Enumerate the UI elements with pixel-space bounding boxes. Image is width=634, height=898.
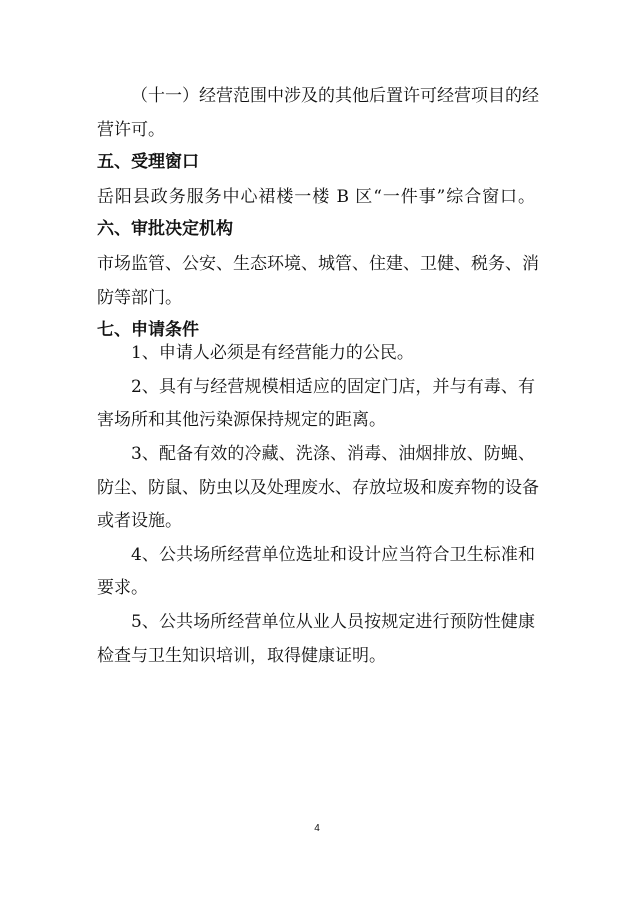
item11-line1: （十一）经营范围中涉及的其他后置许可经营项目的经	[131, 86, 539, 106]
condition-1: 1、申请人必须是有经营能力的公民。	[131, 343, 414, 363]
item11-line2: 营许可。	[97, 120, 165, 140]
condition-3-line1: 3、配备有效的冷藏、洗涤、消毒、油烟排放、防蝇、	[131, 444, 535, 464]
section5-text: 岳阳县政务服务中心裙楼一楼 B 区“一件事”综合窗口。	[97, 187, 535, 207]
condition-2-line1: 2、具有与经营规模相适应的固定门店，并与有毒、有	[131, 377, 535, 397]
condition-4-line2: 要求。	[97, 578, 148, 598]
section6-line2: 防等部门。	[97, 288, 182, 308]
section6-title: 六、审批决定机构	[97, 219, 233, 239]
section5-title: 五、受理窗口	[97, 152, 199, 172]
condition-2-line2: 害场所和其他污染源保持规定的距离。	[97, 410, 386, 430]
condition-5-line2: 检查与卫生知识培训，取得健康证明。	[97, 646, 386, 666]
condition-3-line3: 或者设施。	[97, 511, 182, 531]
condition-4-line1: 4、公共场所经营单位选址和设计应当符合卫生标准和	[131, 545, 535, 565]
condition-3-line2: 防尘、防鼠、防虫以及处理废水、存放垃圾和废弃物的设备	[97, 478, 539, 498]
section7-title: 七、申请条件	[97, 320, 199, 340]
page-number: 4	[314, 823, 320, 834]
condition-5-line1: 5、公共场所经营单位从业人员按规定进行预防性健康	[131, 612, 535, 632]
section6-line1: 市场监管、公安、生态环境、城管、住建、卫健、税务、消	[97, 254, 539, 274]
